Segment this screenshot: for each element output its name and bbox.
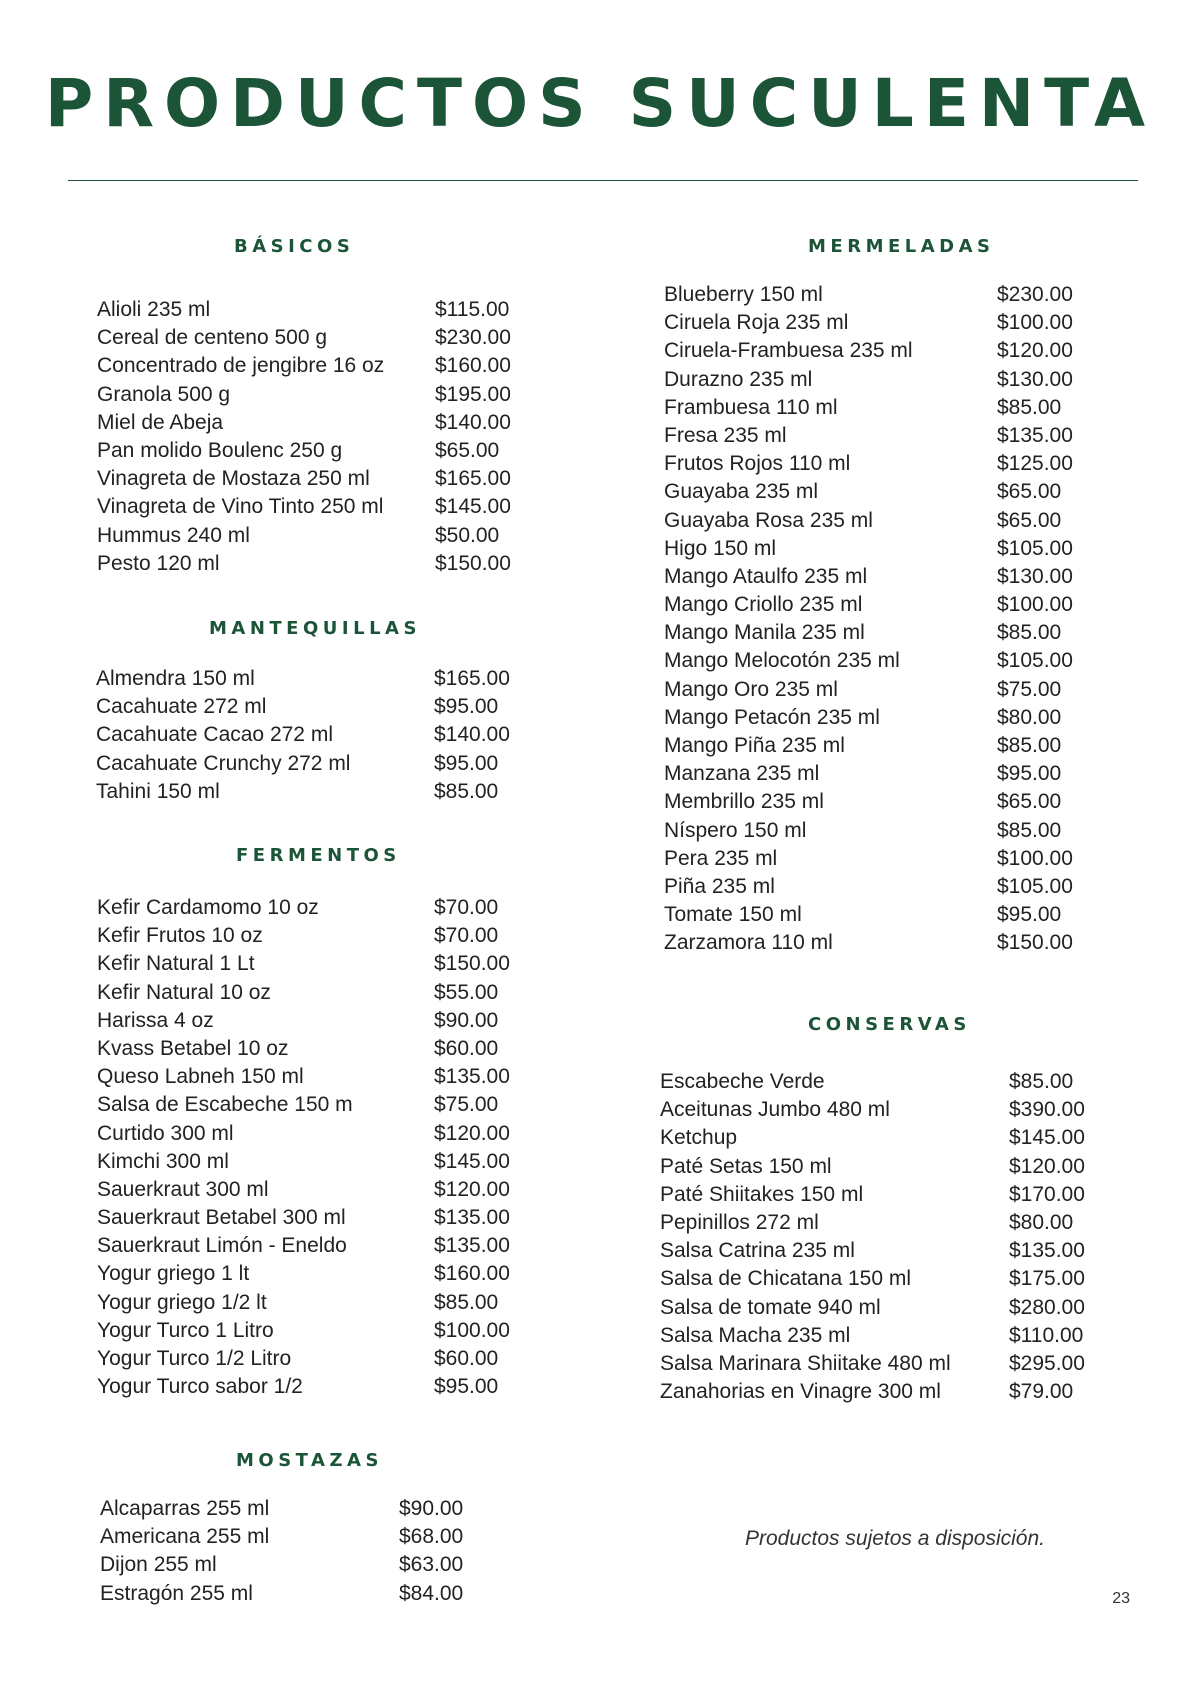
product-name: Pan molido Boulenc 250 g [97, 438, 343, 462]
product-price: $65.00 [997, 480, 1062, 504]
product-price: $120.00 [997, 339, 1073, 363]
product-name: Paté Shiitakes 150 ml [660, 1182, 864, 1206]
product-price: $85.00 [997, 818, 1062, 842]
product-price: $95.00 [434, 695, 499, 719]
product-price: $80.00 [1009, 1210, 1074, 1234]
product-name: Granola 500 g [97, 382, 231, 406]
product-name: Mango Manila 235 ml [664, 621, 865, 645]
product-row [97, 522, 517, 550]
product-row [660, 1237, 1100, 1265]
product-row [664, 873, 1104, 901]
product-name: Miel de Abeja [97, 410, 224, 434]
product-price: $65.00 [997, 508, 1062, 532]
product-row [664, 788, 1104, 816]
product-price: $60.00 [434, 1347, 499, 1370]
product-price: $85.00 [997, 621, 1062, 645]
product-row [97, 1007, 517, 1035]
product-name: Hummus 240 ml [97, 523, 250, 547]
product-name: Frambuesa 110 ml [664, 395, 838, 419]
page-title: PRODUCTOS SUCULENTA [44, 65, 1156, 142]
product-row [660, 1294, 1100, 1322]
product-price: $170.00 [1009, 1182, 1085, 1206]
product-price: $130.00 [997, 367, 1073, 391]
product-name: Tomate 150 ml [664, 903, 802, 927]
product-row [97, 296, 517, 324]
title-divider [68, 180, 1138, 181]
availability-note: Productos sujetos a disposición. [745, 1527, 1045, 1550]
product-row [97, 550, 517, 578]
product-row [660, 1209, 1100, 1237]
product-price: $95.00 [997, 762, 1062, 786]
product-row [664, 704, 1104, 732]
product-price: $105.00 [997, 874, 1073, 898]
product-price: $140.00 [435, 410, 511, 434]
product-name: Ciruela Roja 235 ml [664, 311, 849, 335]
product-price: $160.00 [434, 1262, 510, 1286]
product-name: Mango Melocotón 235 ml [664, 649, 900, 673]
product-price: $100.00 [997, 846, 1073, 870]
product-row [660, 1153, 1100, 1181]
section-title: MANTEQUILLAS [209, 618, 421, 639]
product-price: $65.00 [435, 438, 500, 462]
product-row [660, 1068, 1100, 1096]
product-price: $90.00 [434, 1008, 499, 1032]
product-name: Cacahuate 272 ml [96, 695, 267, 719]
product-row [664, 507, 1104, 535]
product-row [97, 1035, 517, 1063]
product-price: $150.00 [434, 952, 510, 976]
product-price: $150.00 [997, 931, 1073, 955]
product-name: Piña 235 ml [664, 874, 775, 898]
product-name: Kefir Natural 10 oz [97, 980, 271, 1004]
product-name: Mango Oro 235 ml [664, 677, 838, 701]
product-price: $230.00 [435, 326, 511, 350]
section-title: MERMELADAS [808, 236, 995, 257]
product-price: $140.00 [434, 723, 510, 747]
product-price: $105.00 [997, 649, 1073, 673]
product-row [96, 665, 516, 693]
product-row [664, 366, 1104, 394]
product-name: Guayaba 235 ml [664, 480, 819, 504]
product-row [664, 901, 1104, 929]
product-name: Sauerkraut Betabel 300 ml [97, 1206, 346, 1230]
product-name: Kvass Betabel 10 oz [97, 1036, 289, 1060]
product-row [100, 1551, 500, 1579]
product-row [660, 1350, 1100, 1378]
product-row [664, 647, 1104, 675]
product-row [664, 309, 1104, 337]
product-name: Zarzamora 110 ml [664, 931, 833, 955]
product-row [97, 381, 517, 409]
product-price: $65.00 [997, 790, 1062, 814]
product-name: Higo 150 ml [664, 536, 777, 560]
product-row [660, 1124, 1100, 1152]
product-name: Escabeche Verde [660, 1070, 825, 1093]
product-row [97, 1148, 517, 1176]
product-price: $100.00 [997, 311, 1073, 335]
product-price: $135.00 [434, 1234, 510, 1258]
product-row [664, 563, 1104, 591]
product-name: Salsa Catrina 235 ml [660, 1239, 855, 1263]
product-row [97, 465, 517, 493]
product-name: Estragón 255 ml [100, 1581, 253, 1605]
product-row [664, 732, 1104, 760]
product-price: $85.00 [1009, 1070, 1074, 1093]
product-price: $70.00 [434, 896, 499, 919]
product-row [660, 1378, 1100, 1406]
product-row [97, 894, 517, 922]
product-name: Yogur Turco 1/2 Litro [97, 1347, 292, 1370]
product-row [97, 979, 517, 1007]
product-row [96, 750, 516, 778]
section-title: CONSERVAS [808, 1014, 971, 1035]
product-row [97, 409, 517, 437]
product-price: $145.00 [1009, 1126, 1085, 1150]
product-row [97, 922, 517, 950]
product-price: $75.00 [434, 1093, 499, 1117]
product-row [660, 1181, 1100, 1209]
product-price: $75.00 [997, 677, 1062, 701]
product-name: Mango Petacón 235 ml [664, 705, 880, 729]
product-price: $85.00 [997, 734, 1062, 757]
product-name: Salsa de Chicatana 150 ml [660, 1267, 911, 1291]
product-name: Mango Ataulfo 235 ml [664, 564, 868, 588]
item-list [96, 665, 516, 806]
product-row [97, 1120, 517, 1148]
product-name: Vinagreta de Mostaza 250 ml [97, 467, 370, 491]
product-price: $230.00 [997, 283, 1073, 306]
product-row [97, 1091, 517, 1119]
product-name: Pesto 120 ml [97, 551, 220, 575]
product-price: $390.00 [1009, 1098, 1085, 1122]
product-name: Cacahuate Cacao 272 ml [96, 723, 333, 747]
product-price: $55.00 [434, 980, 499, 1004]
product-name: Harissa 4 oz [97, 1008, 214, 1032]
product-row [97, 1289, 517, 1317]
product-price: $95.00 [434, 1375, 499, 1399]
product-price: $95.00 [434, 751, 499, 775]
product-row [664, 845, 1104, 873]
product-name: Kimchi 300 ml [97, 1149, 229, 1173]
product-price: $120.00 [434, 1121, 510, 1145]
product-row [97, 437, 517, 465]
product-row [660, 1265, 1100, 1293]
product-row [664, 281, 1104, 309]
product-name: Americana 255 ml [100, 1525, 270, 1549]
section-title: MOSTAZAS [236, 1450, 383, 1471]
product-price: $135.00 [997, 423, 1073, 447]
product-price: $120.00 [1009, 1154, 1085, 1178]
product-price: $84.00 [399, 1581, 464, 1605]
product-price: $145.00 [435, 495, 511, 519]
product-price: $100.00 [997, 593, 1073, 617]
product-name: Ciruela-Frambuesa 235 ml [664, 339, 913, 363]
item-list [97, 296, 517, 578]
product-row [664, 535, 1104, 563]
product-row [97, 1373, 517, 1401]
product-price: $145.00 [434, 1149, 510, 1173]
product-name: Aceitunas Jumbo 480 ml [660, 1098, 890, 1122]
product-name: Ketchup [660, 1126, 738, 1150]
product-price: $85.00 [997, 395, 1062, 419]
product-name: Cacahuate Crunchy 272 ml [96, 751, 351, 775]
product-name: Frutos Rojos 110 ml [664, 452, 851, 476]
product-row [100, 1495, 500, 1523]
product-row [97, 493, 517, 521]
product-price: $280.00 [1009, 1295, 1085, 1319]
product-price: $295.00 [1009, 1351, 1085, 1375]
product-price: $160.00 [435, 354, 511, 378]
product-price: $130.00 [997, 564, 1073, 588]
product-row [100, 1523, 500, 1551]
product-row [97, 352, 517, 380]
product-row [97, 1176, 517, 1204]
product-name: Queso Labneh 150 ml [97, 1065, 304, 1089]
product-row [96, 721, 516, 749]
product-name: Pepinillos 272 ml [660, 1210, 819, 1234]
product-price: $50.00 [435, 523, 500, 547]
product-price: $90.00 [399, 1497, 464, 1520]
product-price: $85.00 [434, 1290, 499, 1314]
product-price: $150.00 [435, 551, 511, 575]
product-row [96, 693, 516, 721]
product-price: $60.00 [434, 1036, 499, 1060]
product-price: $165.00 [434, 667, 510, 690]
product-name: Níspero 150 ml [664, 818, 807, 842]
product-name: Almendra 150 ml [96, 667, 255, 690]
item-list [97, 894, 517, 1401]
product-row [664, 450, 1104, 478]
product-name: Cereal de centeno 500 g [97, 326, 328, 350]
product-row [100, 1580, 500, 1608]
product-row [97, 1260, 517, 1288]
product-name: Paté Setas 150 ml [660, 1154, 832, 1178]
product-price: $105.00 [997, 536, 1073, 560]
product-row [96, 778, 516, 806]
product-row [664, 929, 1104, 957]
product-name: Vinagreta de Vino Tinto 250 ml [97, 495, 384, 519]
product-row [97, 1232, 517, 1260]
product-name: Fresa 235 ml [664, 423, 787, 447]
product-row [664, 676, 1104, 704]
product-row [97, 1317, 517, 1345]
product-price: $63.00 [399, 1553, 464, 1577]
product-name: Sauerkraut Limón - Eneldo [97, 1234, 347, 1258]
product-row [97, 1204, 517, 1232]
product-price: $195.00 [435, 382, 511, 406]
product-price: $135.00 [1009, 1239, 1085, 1263]
product-name: Tahini 150 ml [96, 779, 220, 803]
product-name: Manzana 235 ml [664, 762, 820, 786]
section-title: BÁSICOS [234, 236, 355, 257]
product-name: Yogur griego 1 lt [97, 1262, 250, 1286]
product-row [660, 1096, 1100, 1124]
product-name: Yogur griego 1/2 lt [97, 1290, 267, 1314]
product-name: Mango Piña 235 ml [664, 734, 845, 757]
product-name: Durazno 235 ml [664, 367, 813, 391]
product-name: Membrillo 235 ml [664, 790, 824, 814]
product-name: Kefir Frutos 10 oz [97, 924, 263, 948]
product-row [664, 337, 1104, 365]
section-title: FERMENTOS [236, 845, 401, 866]
product-name: Blueberry 150 ml [664, 283, 823, 306]
product-price: $80.00 [997, 705, 1062, 729]
product-price: $175.00 [1009, 1267, 1085, 1291]
product-name: Zanahorias en Vinagre 300 ml [660, 1380, 941, 1404]
product-name: Yogur Turco sabor 1/2 [97, 1375, 303, 1399]
product-name: Kefir Cardamomo 10 oz [97, 896, 319, 919]
product-row [97, 950, 517, 978]
product-row [664, 760, 1104, 788]
product-row [664, 478, 1104, 506]
product-name: Salsa de tomate 940 ml [660, 1295, 881, 1319]
product-row [664, 591, 1104, 619]
product-row [664, 422, 1104, 450]
product-name: Dijon 255 ml [100, 1553, 217, 1577]
product-price: $165.00 [435, 467, 511, 491]
item-list [660, 1068, 1100, 1406]
product-row [97, 1063, 517, 1091]
product-row [664, 817, 1104, 845]
product-price: $85.00 [434, 779, 499, 803]
page-number: 23 [1112, 1590, 1130, 1607]
product-name: Concentrado de jengibre 16 oz [97, 354, 385, 378]
product-price: $135.00 [434, 1206, 510, 1230]
product-price: $100.00 [434, 1318, 510, 1342]
product-row [660, 1322, 1100, 1350]
product-price: $135.00 [434, 1065, 510, 1089]
product-row [664, 619, 1104, 647]
item-list [664, 281, 1104, 958]
product-price: $79.00 [1009, 1380, 1074, 1404]
product-name: Alcaparras 255 ml [100, 1497, 270, 1520]
product-name: Salsa Macha 235 ml [660, 1323, 851, 1347]
product-price: $115.00 [435, 298, 510, 321]
product-name: Kefir Natural 1 Lt [97, 952, 255, 976]
product-name: Mango Criollo 235 ml [664, 593, 863, 617]
product-name: Yogur Turco 1 Litro [97, 1318, 274, 1342]
item-list [100, 1495, 500, 1608]
product-price: $68.00 [399, 1525, 464, 1549]
product-name: Curtido 300 ml [97, 1121, 234, 1145]
product-price: $125.00 [997, 452, 1073, 476]
product-row [97, 324, 517, 352]
product-price: $70.00 [434, 924, 499, 948]
product-price: $110.00 [1009, 1323, 1084, 1347]
product-name: Guayaba Rosa 235 ml [664, 508, 873, 532]
product-price: $95.00 [997, 903, 1062, 927]
product-name: Pera 235 ml [664, 846, 778, 870]
product-name: Salsa Marinara Shiitake 480 ml [660, 1351, 951, 1375]
product-name: Sauerkraut 300 ml [97, 1177, 269, 1201]
product-name: Salsa de Escabeche 150 m [97, 1093, 353, 1117]
product-name: Alioli 235 ml [97, 298, 211, 321]
product-price: $120.00 [434, 1177, 510, 1201]
product-row [664, 394, 1104, 422]
product-row [97, 1345, 517, 1373]
